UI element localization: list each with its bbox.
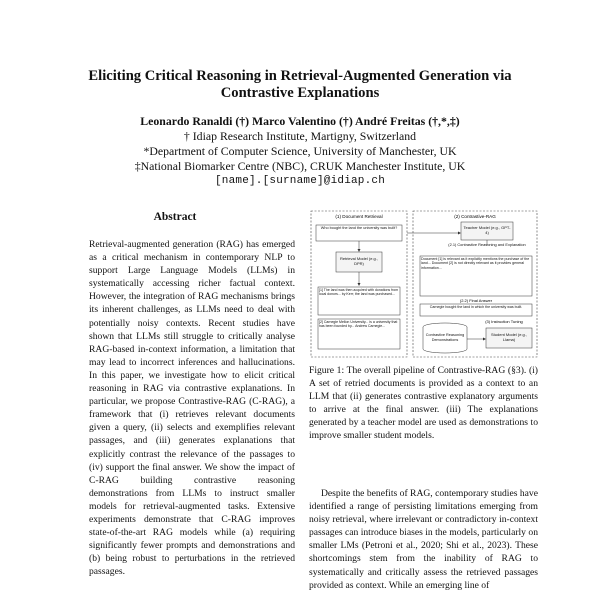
teacher-model-label: Teacher Model (e.g., GPT-4) (463, 224, 511, 235)
author-block (60, 114, 540, 189)
reasoning-text: Document [1] is relevant as it explicitly mentions the purchase of the land... Document [2] is not directly relevant as it provides general information... (421, 257, 530, 270)
student-model-label: Student Model (e.g., Llama) (490, 332, 528, 342)
author-names: Leonardo Ranaldi (†) Marco Valentino (†) André Freitas (†,*,‡) (140, 114, 460, 128)
body-column (309, 487, 538, 600)
step-3-label: (3) Instruction Tuning (485, 319, 523, 324)
document-2-text: [2] Carnegie Mellon University... is a university that has been founded by... Andrew Carnegie... (319, 320, 398, 329)
arrowhead (358, 283, 361, 286)
retrieval-model-label: Retrieval Model (e.g., DPR) (339, 256, 378, 266)
document-1-text: [1] The land was then acquired with donations from local donors... by Kerr; the land was purchased... (319, 288, 399, 297)
arrowhead (458, 232, 461, 235)
step-2-1-label: (2.1) Contrastive Reasoning and Explanation (448, 243, 526, 247)
final-answer-text: Carnegie bought the land in which the university was built. (429, 305, 523, 309)
affiliation-nbc: ‡National Biomarker Centre (NBC), CRUK Manchester Institute, UK (134, 159, 466, 173)
query-text: Who bought the land the university was built? (320, 225, 398, 230)
pipeline-diagram (310, 209, 538, 359)
retrieval-panel-title: (1) Document Retrieval (335, 214, 383, 219)
affiliation-idiap: † Idiap Research Institute, Martigny, Switzerland (183, 129, 417, 143)
contrastive-rag-panel-title: (2) Contrastive-RAG (454, 214, 496, 219)
paper-title: Eliciting Critical Reasoning in Retrieval-Augmented Generation via Contrastive Explanations (88, 68, 512, 101)
demonstrations-label: Contrastive Reasoning Demonstrations (425, 333, 465, 342)
body-paragraph: Despite the benefits of RAG, contemporary studies have identified a range of persisting limitations emerging from noisy retrieval, where irrelevant or contradictory in-context passages can introduce biases in the models, particularly on smaller LMs (Petroni et al., 2020; Shi et al., 2023). These shortcomings stem from the inability of RAG to systematically and critically assess the retrieved passages provided as context. While an emerging line of (309, 488, 538, 591)
abstract-text: Retrieval-augmented generation (RAG) has emerged as a critical mechanism in contemporary NLP to support Large Language Models (LLMs) in systematically accessing richer factual context. However, the integration of RAG mechanisms brings its inherent challenges, as LLMs need to deal with potentially noisy contexts. Recent studies have shown that LLMs still struggle to critically analyse RAG-based in-context information, a limitation that may lead to incorrect inferences and hallucinations. In this paper, we investigate how to elicit critical reasoning in RAG via contrastive explanations. In particular, we propose Contrastive-RAG (C-RAG), a framework that (i) retrieves relevant documents given a query, (ii) selects and exemplifies relevant passages, and (iii) generates explanations that explicitly contrast the relevance of the passages to (iv) support the final answer. We show the impact of C-RAG building contrastive reasoning demonstrations from LLMs to instruct smaller models for retrieval-augmented tasks. Extensive experiments demonstrate that C-RAG improves state-of-the-art RAG models while (a) requiring significantly fewer prompts and demonstrations and (b) being robust to perturbations in the retrieved passages. (89, 239, 295, 578)
arrowhead (358, 249, 361, 252)
author-email: [name].[surname]@idiap.ch (214, 175, 386, 187)
affiliation-manchester: *Department of Computer Science, University of Manchester, UK (143, 144, 457, 158)
arrowhead (483, 338, 486, 341)
pipeline-figure (310, 209, 538, 359)
step-2-2-label: (2.2) Final Answer (459, 298, 493, 303)
figure-caption: Figure 1: The overall pipeline of Contrastive-RAG (§3). (i) A set of retried documents is provided as a context to an LLM that (ii) generates contrastive explanatory arguments to arrive at the final answer. (iii) The explanations generated by a teacher model are used as demonstrations to improve smaller student models. (309, 365, 538, 442)
abstract-heading: Abstract (153, 211, 197, 223)
